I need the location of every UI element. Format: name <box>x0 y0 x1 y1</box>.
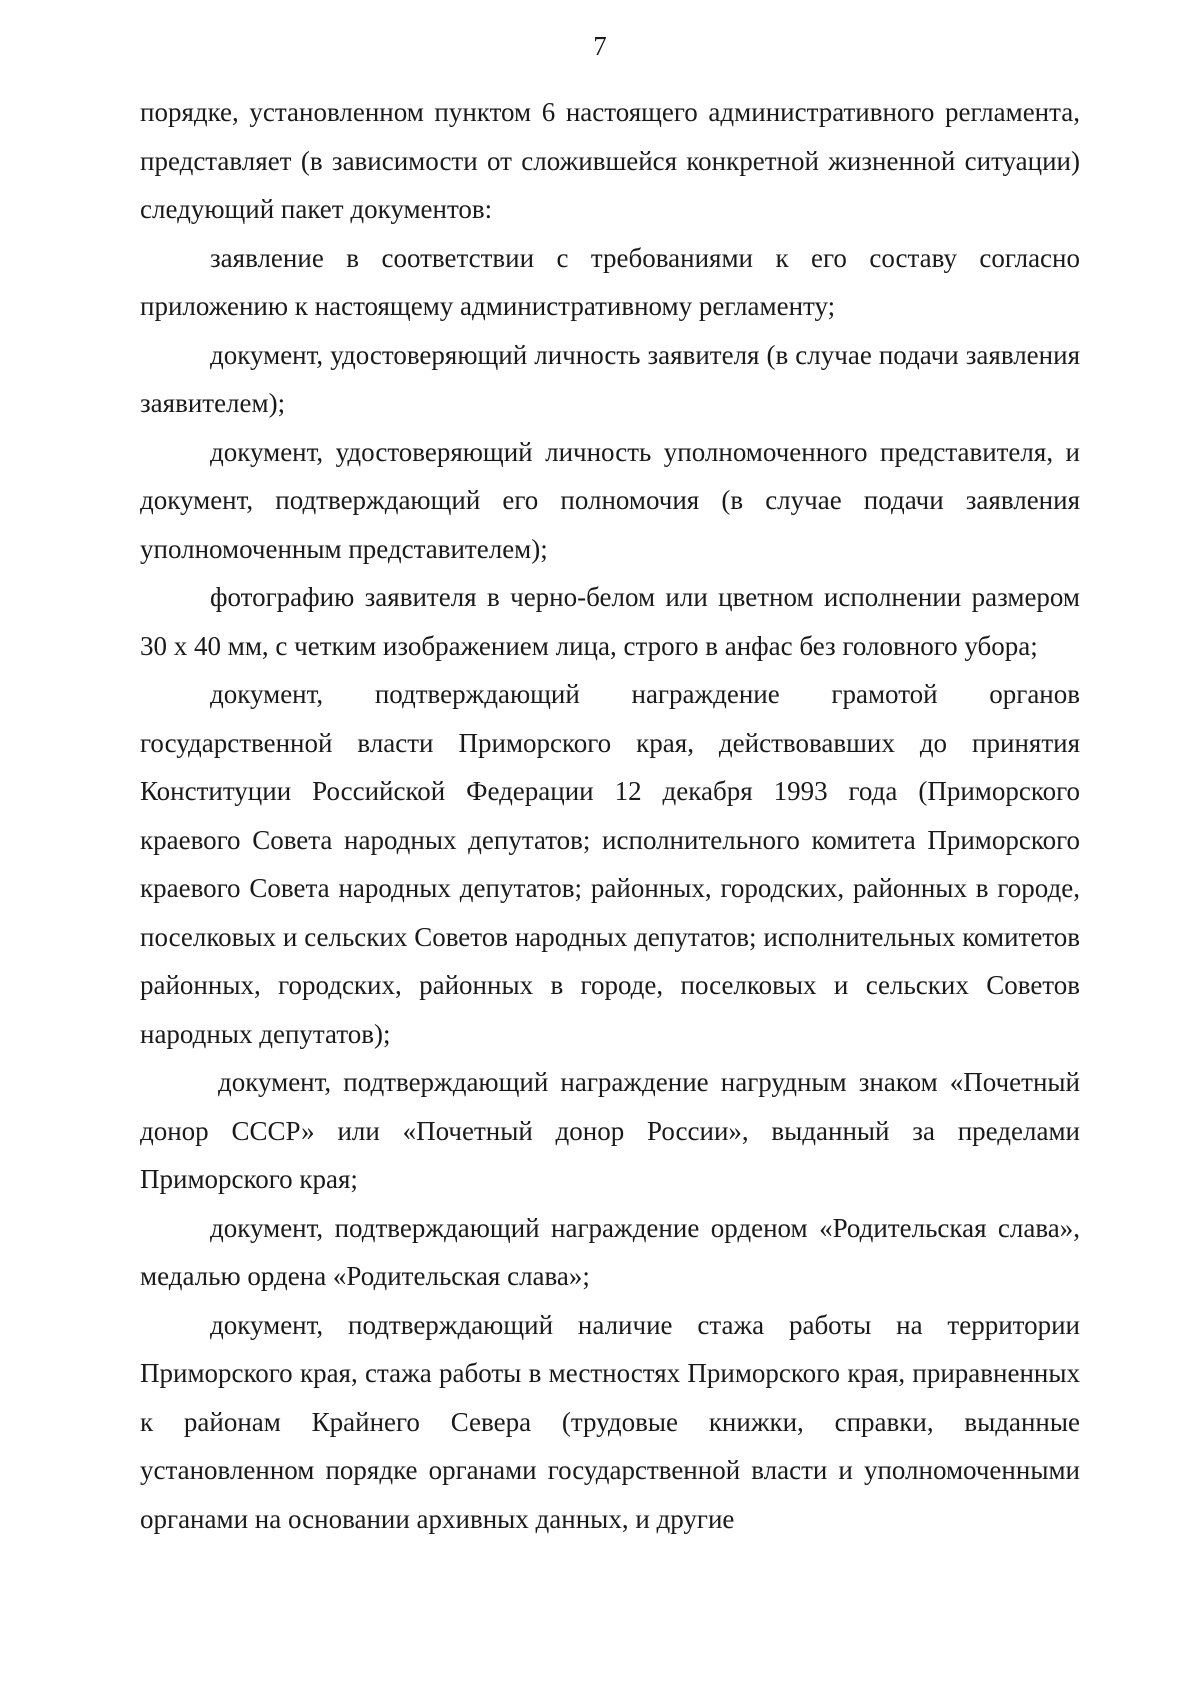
paragraph-representative-document: документ, удостоверяющий личность уполномоченного представителя, и документ, подтверждающий его полномочия (в случае подачи заявления уполномоченным представителем); <box>140 436 1080 564</box>
paragraph-application: заявление в соответствии с требованиями к его составу согласно приложению к настоящему административному регламенту; <box>140 242 1080 321</box>
paragraph-identity-document: документ, удостоверяющий личность заявителя (в случае подачи заявления заявителем); <box>140 339 1080 418</box>
paragraph-work-experience-document: документ, подтверждающий наличие стажа работы на территории Приморского края, стажа работы в местностях Приморского края, приравненных к районам Крайнего Севера (трудовые книжки, справки, выданные установленном порядке органами государственной власти и уполномоченными органами на основании архивных данных, и другие <box>140 1309 1080 1534</box>
paragraph-continuation: порядке, установленном пунктом 6 настоящего административного регламента, представляет (в зависимости от сложившейся конкретной жизненной ситуации) следующий пакет документов: <box>140 97 1080 224</box>
document-body <box>140 88 1080 1543</box>
paragraph-donor-badge-document: документ, подтверждающий награждение нагрудным знаком «Почетный донор СССР» или «Почетный донор России», выданный за пределами Приморского края; <box>140 1067 1080 1194</box>
page-number: 7 <box>593 31 607 61</box>
paragraph-parental-glory-document: документ, подтверждающий награждение орденом «Родительская слава», медалью ордена «Родительская слава»; <box>140 1212 1080 1291</box>
paragraph-gramota-document: документ, подтверждающий награждение грамотой органов государственной власти Приморского края, действовавших до принятия Конституции Российской Федерации 12 декабря 1993 года (Приморского краевого Совета народных депутатов; исполнительного комитета Приморского краевого Совета народных депутатов; районных, городских, районных в городе, поселковых и сельских Советов народных депутатов; исполнительных комитетов районных, городских, районных в городе, поселковых и сельских Советов народных депутатов); <box>140 679 1080 1049</box>
paragraph-photo: фотографию заявителя в черно-белом или цветном исполнении размером 30 х 40 мм, с четким изображением лица, строго в анфас без головного убора; <box>140 582 1080 661</box>
